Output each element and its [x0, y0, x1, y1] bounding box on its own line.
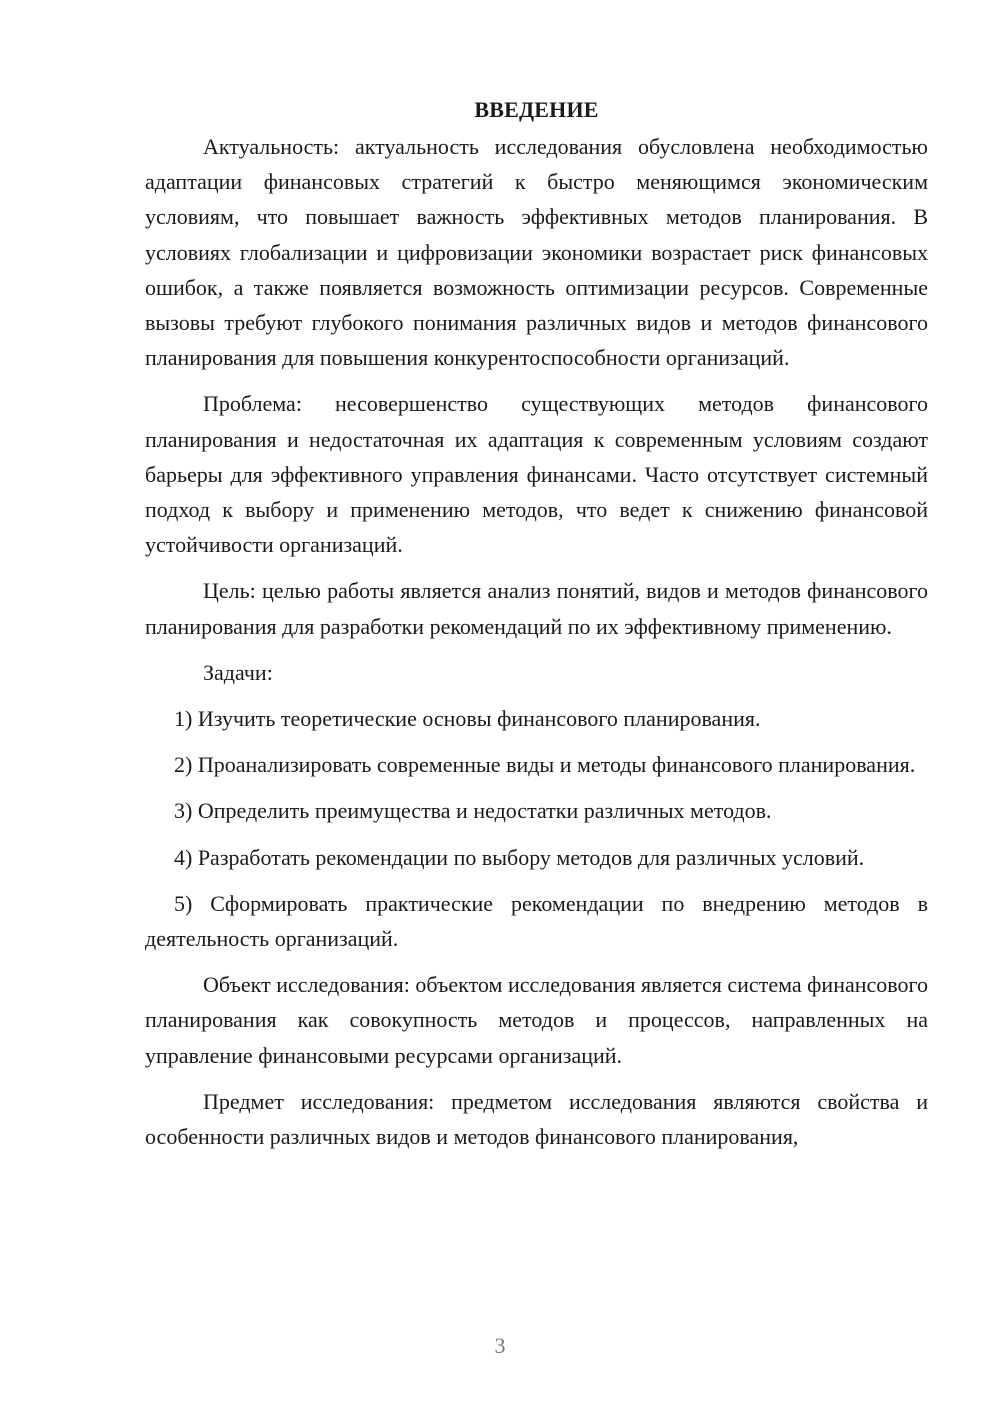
- goal-paragraph: Цель: целью работы является анализ понятий, видов и методов финансового планирования для разработки рекомендаций по их эффективному применению.: [145, 578, 928, 639]
- task-item-4: 4) Разработать рекомендации по выбору методов для различных условий.: [174, 844, 865, 870]
- tasks-label: Задачи:: [203, 659, 273, 685]
- task-item-2: 2) Проанализировать современные виды и методы финансового планирования.: [174, 752, 916, 778]
- document-page: [145, 92, 928, 1165]
- problem-paragraph: Проблема: несовершенство существующих методов финансового планирования и недостаточная их адаптация к современным условиям создают барьеры для эффективного управления финансами. Часто отсутствует системный подход к выбору и применению методов, что ведет к снижению финансовой устойчивости организаций.: [145, 391, 928, 558]
- relevance-paragraph: Актуальность: актуальность исследования обусловлена необходимостью адаптации финансовых стратегий к быстро меняющимся экономическим условиям, что повышает важность эффективных методов планирования. В условиях глобализации и цифровизации экономики возрастает риск финансовых ошибок, а также появляется возможность оптимизации ресурсов. Современные вызовы требуют глубокого понимания различных видов и методов финансового планирования для повышения конкурентоспособности организаций.: [145, 134, 928, 371]
- task-item-5: 5) Сформировать практические рекомендации по внедрению методов в деятельность организаций.: [145, 890, 928, 952]
- subject-paragraph: Предмет исследования: предметом исследования являются свойства и особенности различных видов и методов финансового планирования,: [145, 1088, 928, 1150]
- page-number: 3: [494, 1333, 506, 1358]
- task-item-3: 3) Определить преимущества и недостатки различных методов.: [174, 798, 772, 824]
- task-item-1: 1) Изучить теоретические основы финансового планирования.: [174, 706, 761, 732]
- section-heading: ВВЕДЕНИЕ: [474, 97, 599, 122]
- object-paragraph: Объект исследования: объектом исследования является система финансового планирования как совокупность методов и процессов, направленных на управление финансовыми ресурсами организаций.: [145, 972, 928, 1068]
